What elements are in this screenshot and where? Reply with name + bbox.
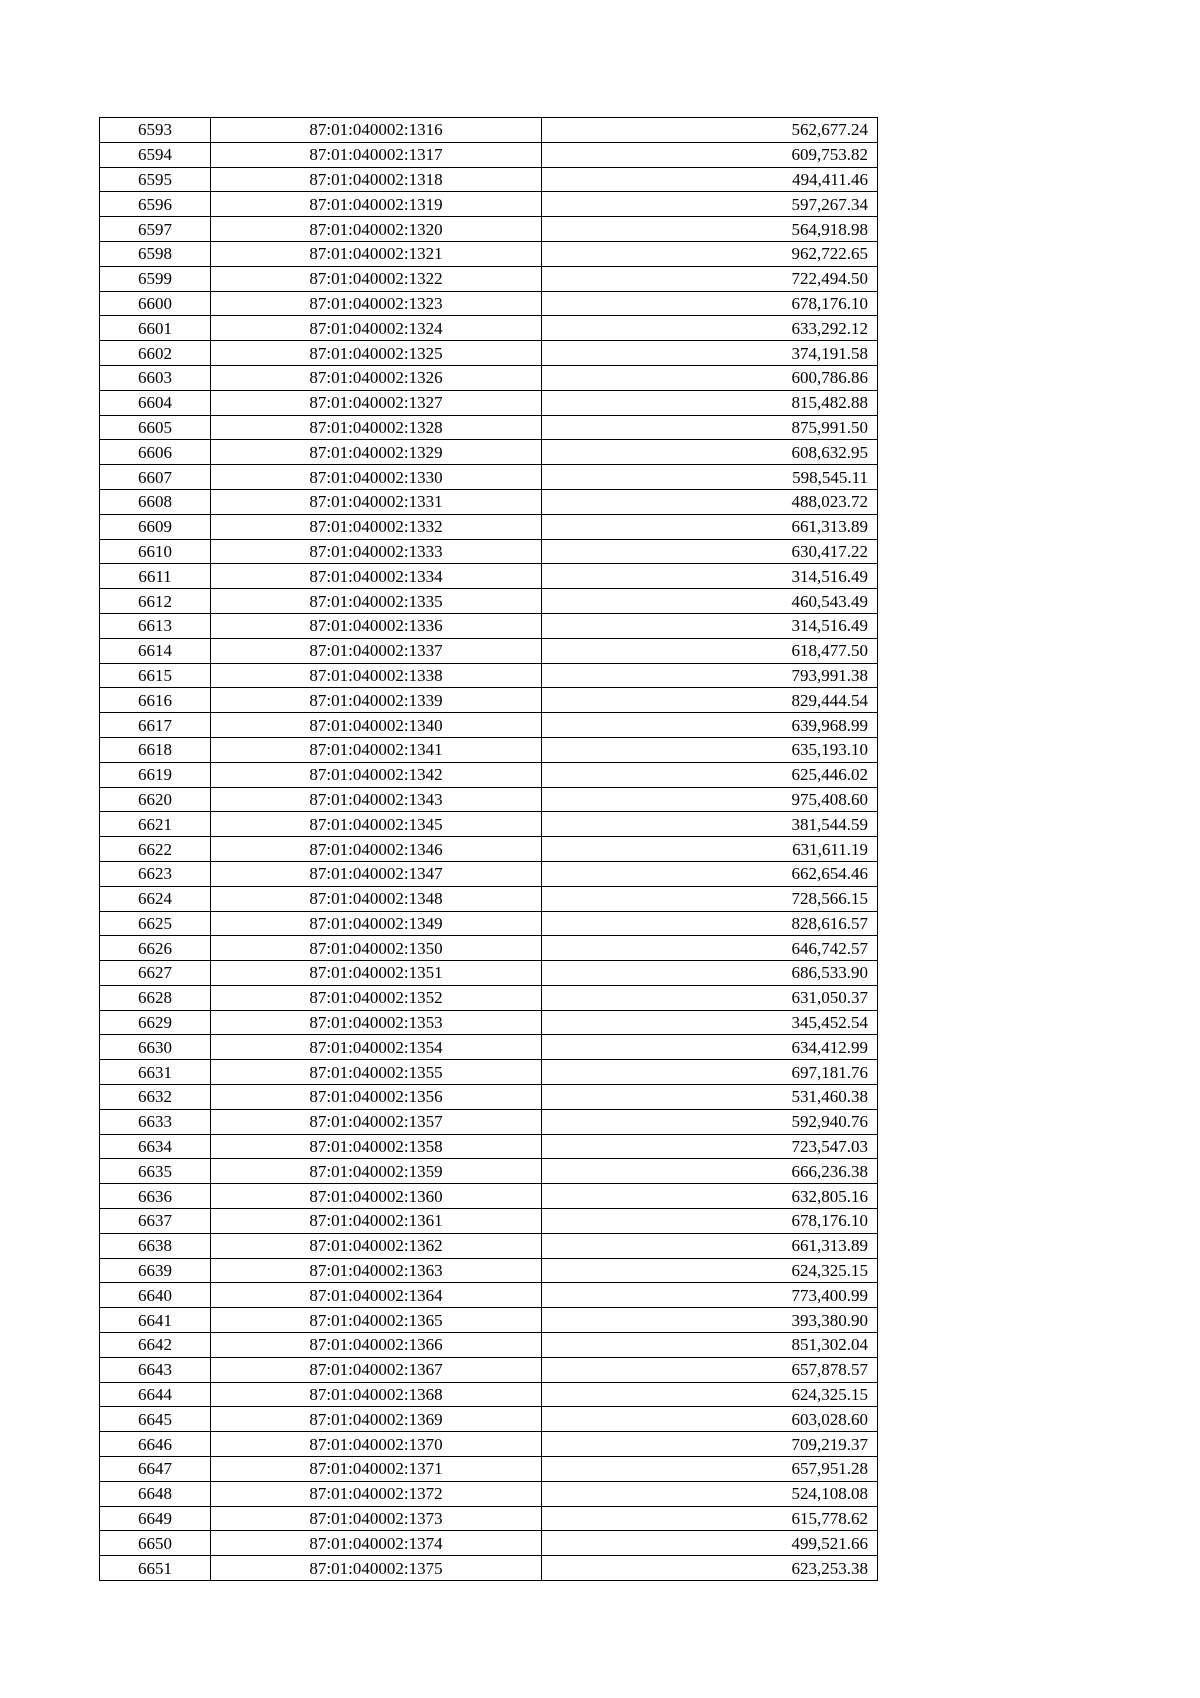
table-row [100,365,878,390]
value-cell: 661,313.89 [542,1233,878,1258]
row-number-cell: 6610 [100,539,211,564]
value-cell: 635,193.10 [542,737,878,762]
cadastral-number-cell: 87:01:040002:1347 [211,861,542,886]
cadastral-number-cell: 87:01:040002:1338 [211,663,542,688]
table-row [100,1407,878,1432]
table-row [100,539,878,564]
cadastral-number-cell: 87:01:040002:1361 [211,1209,542,1234]
table-row [100,440,878,465]
cadastral-number-cell: 87:01:040002:1317 [211,142,542,167]
row-number-cell: 6597 [100,217,211,242]
cadastral-number-cell: 87:01:040002:1320 [211,217,542,242]
row-number-cell: 6636 [100,1184,211,1209]
cadastral-number-cell: 87:01:040002:1322 [211,266,542,291]
table-row [100,713,878,738]
row-number-cell: 6649 [100,1506,211,1531]
value-cell: 815,482.88 [542,390,878,415]
cadastral-number-cell: 87:01:040002:1369 [211,1407,542,1432]
cadastral-number-cell: 87:01:040002:1321 [211,241,542,266]
table-row [100,1531,878,1556]
table-row [100,465,878,490]
cadastral-number-cell: 87:01:040002:1354 [211,1035,542,1060]
row-number-cell: 6628 [100,985,211,1010]
cadastral-number-cell: 87:01:040002:1335 [211,589,542,614]
cadastral-number-cell: 87:01:040002:1351 [211,961,542,986]
row-number-cell: 6642 [100,1333,211,1358]
row-number-cell: 6617 [100,713,211,738]
value-cell: 678,176.10 [542,291,878,316]
value-cell: 851,302.04 [542,1333,878,1358]
row-number-cell: 6632 [100,1085,211,1110]
value-cell: 975,408.60 [542,787,878,812]
value-cell: 609,753.82 [542,142,878,167]
table-row [100,1159,878,1184]
cadastral-number-cell: 87:01:040002:1366 [211,1333,542,1358]
table-row [100,1382,878,1407]
row-number-cell: 6626 [100,936,211,961]
value-cell: 531,460.38 [542,1085,878,1110]
table-row [100,1357,878,1382]
value-cell: 524,108.08 [542,1481,878,1506]
table-row [100,1134,878,1159]
cadastral-number-cell: 87:01:040002:1334 [211,564,542,589]
row-number-cell: 6618 [100,737,211,762]
cadastral-number-cell: 87:01:040002:1360 [211,1184,542,1209]
cadastral-number-cell: 87:01:040002:1340 [211,713,542,738]
value-cell: 962,722.65 [542,241,878,266]
row-number-cell: 6604 [100,390,211,415]
value-cell: 630,417.22 [542,539,878,564]
row-number-cell: 6643 [100,1357,211,1382]
value-cell: 657,878.57 [542,1357,878,1382]
value-cell: 314,516.49 [542,564,878,589]
table-row [100,638,878,663]
cadastral-number-cell: 87:01:040002:1318 [211,167,542,192]
row-number-cell: 6629 [100,1010,211,1035]
table-row [100,613,878,638]
cadastral-number-cell: 87:01:040002:1367 [211,1357,542,1382]
table-row [100,837,878,862]
row-number-cell: 6621 [100,812,211,837]
cadastral-number-cell: 87:01:040002:1332 [211,514,542,539]
cadastral-number-cell: 87:01:040002:1348 [211,886,542,911]
cadastral-number-cell: 87:01:040002:1350 [211,936,542,961]
row-number-cell: 6598 [100,241,211,266]
value-cell: 592,940.76 [542,1109,878,1134]
cadastral-number-cell: 87:01:040002:1333 [211,539,542,564]
row-number-cell: 6612 [100,589,211,614]
cadastral-number-cell: 87:01:040002:1339 [211,688,542,713]
value-cell: 829,444.54 [542,688,878,713]
cadastral-number-cell: 87:01:040002:1349 [211,911,542,936]
table-row [100,936,878,961]
row-number-cell: 6625 [100,911,211,936]
table-row [100,1308,878,1333]
table-row [100,1233,878,1258]
row-number-cell: 6600 [100,291,211,316]
cadastral-number-cell: 87:01:040002:1326 [211,365,542,390]
cadastral-number-cell: 87:01:040002:1374 [211,1531,542,1556]
value-cell: 623,253.38 [542,1556,878,1581]
value-cell: 597,267.34 [542,192,878,217]
table-row [100,861,878,886]
cadastral-number-cell: 87:01:040002:1323 [211,291,542,316]
row-number-cell: 6641 [100,1308,211,1333]
cadastral-number-cell: 87:01:040002:1355 [211,1060,542,1085]
table-row [100,663,878,688]
row-number-cell: 6606 [100,440,211,465]
value-cell: 634,412.99 [542,1035,878,1060]
value-cell: 625,446.02 [542,762,878,787]
value-cell: 666,236.38 [542,1159,878,1184]
cadastral-number-cell: 87:01:040002:1345 [211,812,542,837]
cadastral-number-cell: 87:01:040002:1371 [211,1457,542,1482]
value-cell: 728,566.15 [542,886,878,911]
cadastral-number-cell: 87:01:040002:1341 [211,737,542,762]
value-cell: 499,521.66 [542,1531,878,1556]
table-row [100,787,878,812]
table-row [100,1060,878,1085]
table-row [100,762,878,787]
value-cell: 632,805.16 [542,1184,878,1209]
table-body [100,118,878,1581]
value-cell: 661,313.89 [542,514,878,539]
value-cell: 723,547.03 [542,1134,878,1159]
value-cell: 393,380.90 [542,1308,878,1333]
row-number-cell: 6630 [100,1035,211,1060]
cadastral-number-cell: 87:01:040002:1316 [211,118,542,143]
value-cell: 494,411.46 [542,167,878,192]
table-row [100,217,878,242]
row-number-cell: 6594 [100,142,211,167]
table-row [100,961,878,986]
value-cell: 793,991.38 [542,663,878,688]
row-number-cell: 6622 [100,837,211,862]
cadastral-number-cell: 87:01:040002:1324 [211,316,542,341]
row-number-cell: 6615 [100,663,211,688]
cadastral-number-cell: 87:01:040002:1328 [211,415,542,440]
table-row [100,1258,878,1283]
value-cell: 633,292.12 [542,316,878,341]
value-cell: 631,611.19 [542,837,878,862]
cadastral-number-cell: 87:01:040002:1336 [211,613,542,638]
cadastral-number-cell: 87:01:040002:1365 [211,1308,542,1333]
value-cell: 709,219.37 [542,1432,878,1457]
cadastral-number-cell: 87:01:040002:1325 [211,341,542,366]
row-number-cell: 6602 [100,341,211,366]
cadastral-number-cell: 87:01:040002:1337 [211,638,542,663]
cadastral-number-cell: 87:01:040002:1353 [211,1010,542,1035]
row-number-cell: 6650 [100,1531,211,1556]
cadastral-number-cell: 87:01:040002:1375 [211,1556,542,1581]
table-row [100,1333,878,1358]
table-row [100,291,878,316]
value-cell: 624,325.15 [542,1382,878,1407]
row-number-cell: 6637 [100,1209,211,1234]
value-cell: 345,452.54 [542,1010,878,1035]
value-cell: 722,494.50 [542,266,878,291]
row-number-cell: 6596 [100,192,211,217]
table-row [100,167,878,192]
value-cell: 697,181.76 [542,1060,878,1085]
value-cell: 608,632.95 [542,440,878,465]
table-row [100,1010,878,1035]
table-row [100,589,878,614]
document-page [99,117,877,1581]
table-row [100,1556,878,1581]
table-row [100,1035,878,1060]
value-cell: 562,677.24 [542,118,878,143]
value-cell: 875,991.50 [542,415,878,440]
value-cell: 828,616.57 [542,911,878,936]
value-cell: 646,742.57 [542,936,878,961]
row-number-cell: 6599 [100,266,211,291]
cadastral-number-cell: 87:01:040002:1356 [211,1085,542,1110]
cadastral-number-cell: 87:01:040002:1364 [211,1283,542,1308]
table-row [100,812,878,837]
row-number-cell: 6620 [100,787,211,812]
row-number-cell: 6616 [100,688,211,713]
row-number-cell: 6648 [100,1481,211,1506]
value-cell: 624,325.15 [542,1258,878,1283]
value-cell: 678,176.10 [542,1209,878,1234]
table-row [100,1085,878,1110]
table-row [100,316,878,341]
table-row [100,341,878,366]
cadastral-number-cell: 87:01:040002:1331 [211,489,542,514]
row-number-cell: 6634 [100,1134,211,1159]
cadastral-number-cell: 87:01:040002:1372 [211,1481,542,1506]
table-row [100,911,878,936]
cadastral-number-cell: 87:01:040002:1343 [211,787,542,812]
table-row [100,1457,878,1482]
row-number-cell: 6611 [100,564,211,589]
cadastral-value-table [99,117,878,1581]
table-row [100,1109,878,1134]
row-number-cell: 6651 [100,1556,211,1581]
row-number-cell: 6603 [100,365,211,390]
value-cell: 657,951.28 [542,1457,878,1482]
row-number-cell: 6623 [100,861,211,886]
value-cell: 603,028.60 [542,1407,878,1432]
cadastral-number-cell: 87:01:040002:1352 [211,985,542,1010]
row-number-cell: 6613 [100,613,211,638]
value-cell: 488,023.72 [542,489,878,514]
cadastral-number-cell: 87:01:040002:1370 [211,1432,542,1457]
cadastral-number-cell: 87:01:040002:1362 [211,1233,542,1258]
value-cell: 662,654.46 [542,861,878,886]
value-cell: 564,918.98 [542,217,878,242]
row-number-cell: 6619 [100,762,211,787]
row-number-cell: 6640 [100,1283,211,1308]
table-row [100,489,878,514]
value-cell: 686,533.90 [542,961,878,986]
table-row [100,1283,878,1308]
cadastral-number-cell: 87:01:040002:1373 [211,1506,542,1531]
table-row [100,1432,878,1457]
value-cell: 639,968.99 [542,713,878,738]
table-row [100,514,878,539]
row-number-cell: 6608 [100,489,211,514]
row-number-cell: 6644 [100,1382,211,1407]
row-number-cell: 6631 [100,1060,211,1085]
value-cell: 374,191.58 [542,341,878,366]
table-row [100,737,878,762]
row-number-cell: 6609 [100,514,211,539]
table-row [100,985,878,1010]
row-number-cell: 6601 [100,316,211,341]
row-number-cell: 6605 [100,415,211,440]
value-cell: 631,050.37 [542,985,878,1010]
row-number-cell: 6624 [100,886,211,911]
table-row [100,886,878,911]
table-row [100,1481,878,1506]
cadastral-number-cell: 87:01:040002:1357 [211,1109,542,1134]
cadastral-number-cell: 87:01:040002:1368 [211,1382,542,1407]
row-number-cell: 6647 [100,1457,211,1482]
row-number-cell: 6593 [100,118,211,143]
table-row [100,192,878,217]
table-row [100,564,878,589]
cadastral-number-cell: 87:01:040002:1359 [211,1159,542,1184]
table-row [100,1184,878,1209]
cadastral-number-cell: 87:01:040002:1342 [211,762,542,787]
row-number-cell: 6595 [100,167,211,192]
row-number-cell: 6635 [100,1159,211,1184]
row-number-cell: 6638 [100,1233,211,1258]
table-row [100,118,878,143]
value-cell: 381,544.59 [542,812,878,837]
value-cell: 618,477.50 [542,638,878,663]
row-number-cell: 6645 [100,1407,211,1432]
row-number-cell: 6646 [100,1432,211,1457]
value-cell: 460,543.49 [542,589,878,614]
row-number-cell: 6639 [100,1258,211,1283]
row-number-cell: 6627 [100,961,211,986]
row-number-cell: 6614 [100,638,211,663]
value-cell: 598,545.11 [542,465,878,490]
cadastral-number-cell: 87:01:040002:1329 [211,440,542,465]
cadastral-number-cell: 87:01:040002:1319 [211,192,542,217]
cadastral-number-cell: 87:01:040002:1346 [211,837,542,862]
value-cell: 773,400.99 [542,1283,878,1308]
cadastral-number-cell: 87:01:040002:1363 [211,1258,542,1283]
table-row [100,415,878,440]
row-number-cell: 6633 [100,1109,211,1134]
cadastral-number-cell: 87:01:040002:1327 [211,390,542,415]
value-cell: 600,786.86 [542,365,878,390]
value-cell: 314,516.49 [542,613,878,638]
row-number-cell: 6607 [100,465,211,490]
table-row [100,266,878,291]
table-row [100,390,878,415]
table-row [100,688,878,713]
table-row [100,241,878,266]
table-row [100,1506,878,1531]
table-row [100,1209,878,1234]
cadastral-number-cell: 87:01:040002:1358 [211,1134,542,1159]
table-row [100,142,878,167]
cadastral-number-cell: 87:01:040002:1330 [211,465,542,490]
value-cell: 615,778.62 [542,1506,878,1531]
